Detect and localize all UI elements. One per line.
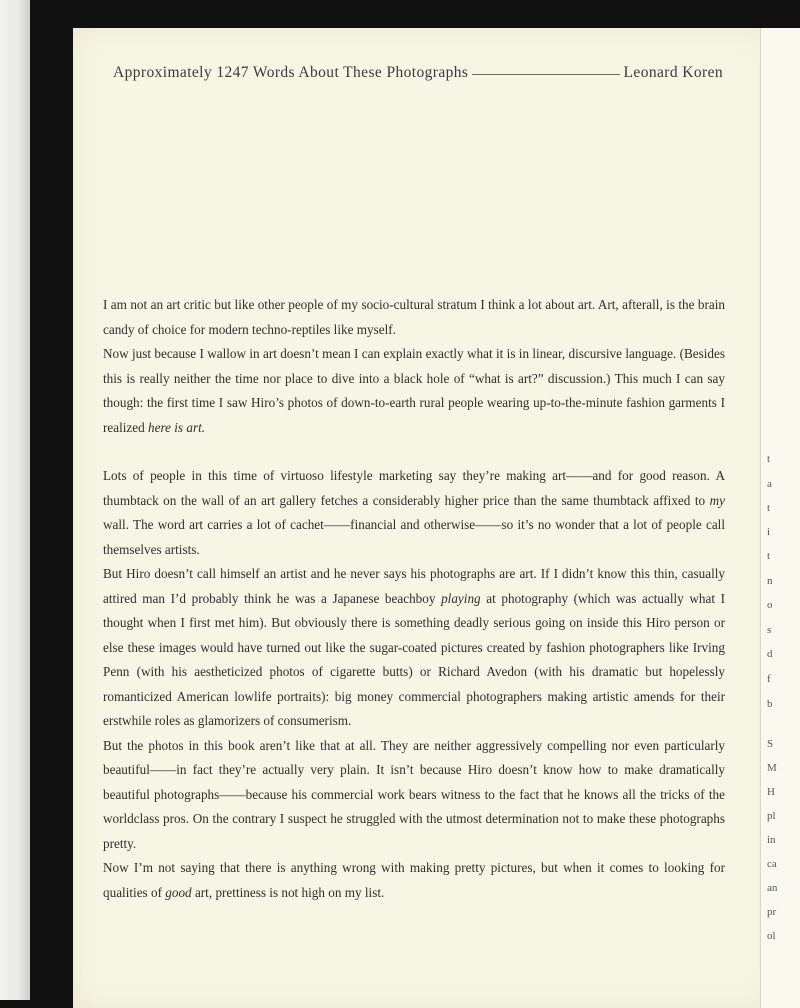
- next-page-fragment: t: [767, 502, 771, 514]
- next-page-fragment: M: [767, 762, 777, 774]
- essay-body: [103, 293, 725, 905]
- paragraph: But Hiro doesn’t call himself an artist and he never says his photographs are art. If I didn’t know this thin, casually attired man I’d probably think he was a Japanese beachboy playing at photography (which was actually what I thought when I first met him). But obviously there is something deadly serious going on inside this Hiro person or else these images would have turned out like the sugar-coated pictures created by fashion photographers like Irving Penn (with his aestheticized photos of cigarette butts) or Richard Avedon (with his dramatic but hopelessly romanticized American lowlife portraits): big money commercial photographers making artistic amends for their erstwhile roles as glamorizers of consumerism.: [103, 566, 725, 728]
- next-page-fragment: ol: [767, 930, 776, 942]
- next-page-fragment: t: [767, 550, 771, 562]
- next-page-fragment: pr: [767, 906, 777, 918]
- next-page-fragment: s: [767, 624, 772, 636]
- next-page-fragment: a: [767, 478, 772, 490]
- header-rule: [472, 74, 619, 75]
- next-page-fragment: n: [767, 575, 773, 587]
- next-page-fragment: in: [767, 834, 776, 846]
- next-page-fragment: i: [767, 526, 771, 538]
- paragraph: Lots of people in this time of virtuoso lifestyle marketing say they’re making art——and for good reason. A thumbtack on the wall of an art gallery fetches a considerably higher price than the same thumbtack affixed to my wall. The word art carries a lot of cachet——financial and otherwise——so it’s no wonder that a lot of people call themselves artists.: [103, 468, 725, 557]
- page-header: [113, 64, 723, 82]
- next-page-fragment: an: [767, 882, 778, 894]
- essay-author: Leonard Koren: [623, 64, 723, 81]
- paragraph: Now I’m not saying that there is anything wrong with making pretty pictures, but when it comes to looking for qualities of good art, prettiness is not high on my list.: [103, 860, 725, 900]
- next-page-fragment: b: [767, 698, 773, 710]
- next-page-fragment: t: [767, 453, 771, 465]
- adjacent-page-edge: [0, 0, 30, 1000]
- paragraph: But the photos in this book aren’t like that at all. They are neither aggressively compelling nor even particularly beautiful——in fact they’re actually very plain. It isn’t because Hiro doesn’t know how to make dramatically beautiful photographs——because his commercial work bears witness to the fact that he knows all the tricks of the worldclass pros. On the contrary I suspect he struggled with the utmost determination not to make these photographs pretty.: [103, 737, 725, 851]
- essay-title: Approximately 1247 Words About These Photographs: [113, 64, 469, 81]
- paragraph: I am not an art critic but like other people of my socio-cultural stratum I think a lot about art. Art, afterall, is the brain candy of choice for modern techno-reptiles like myself.: [103, 297, 725, 337]
- next-page-fragment: pl: [767, 810, 776, 822]
- next-page-fragment: d: [767, 648, 773, 660]
- next-page-fragment: o: [767, 599, 773, 611]
- next-page-edge: [760, 28, 800, 1008]
- next-page-fragment: H: [767, 786, 775, 798]
- next-page-fragment: S: [767, 738, 774, 750]
- next-page-fragment: f: [767, 673, 771, 685]
- paragraph: Now just because I wallow in art doesn’t mean I can explain exactly what it is in linear, discursive language. (Besides this is really neither the time nor place to dive into a black hole of “what is art?” discussion.) This much I can say though: the first time I saw Hiro’s photos of down-to-earth rural people wearing up-to-the-minute fashion garments I realized here is art.: [103, 346, 725, 435]
- next-page-fragment: ca: [767, 858, 777, 870]
- book-page: [73, 28, 773, 1008]
